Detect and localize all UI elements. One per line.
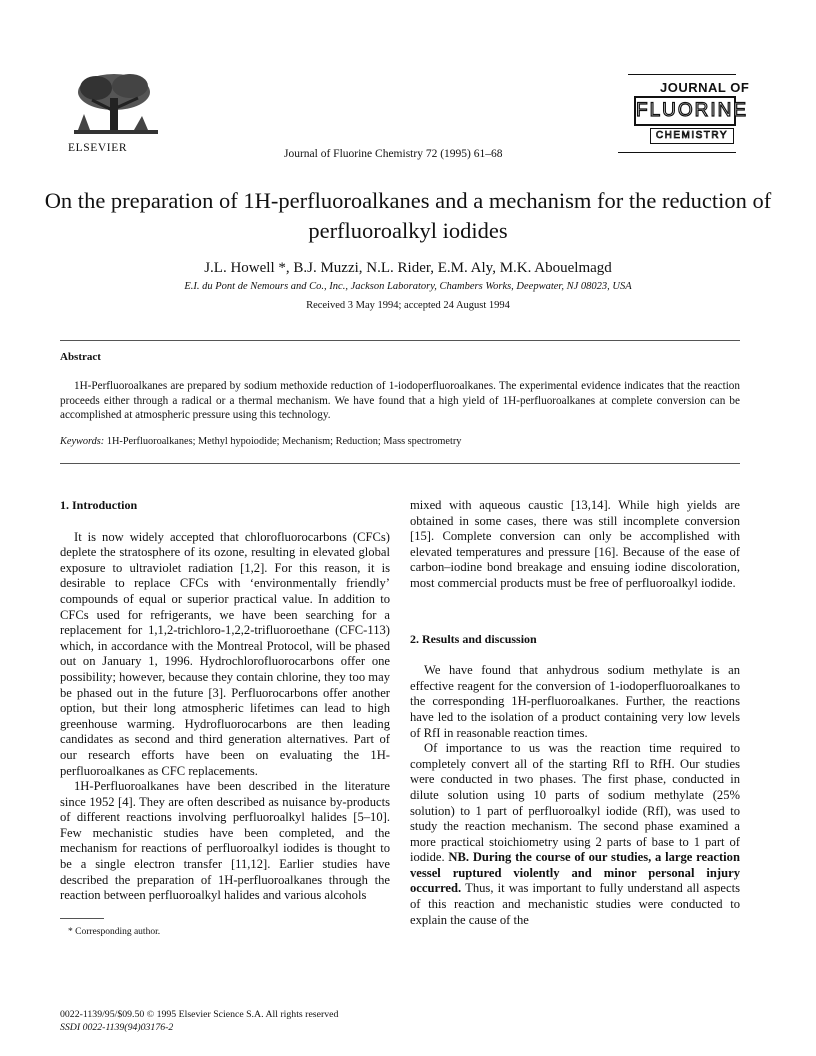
results-paragraph-1: We have found that anhydrous sodium methylate is an effective reagent for the conversion of 1-iodoperfluoroalkanes to the corresponding 1H-perfluoroalkanes. Further, the reactions have led to the isolation of a product containing very low levels of RfI in reasonable reaction times. (410, 663, 740, 740)
elsevier-tree-logo (68, 70, 164, 144)
safety-warning: NB. During the course of our studies, a large reaction vessel ruptured violently and minor personal injury occurred. (410, 850, 740, 896)
results-paragraph-2-text-b: Thus, it was important to fully understand all aspects of this reaction and mechanistic studies were conducted to explain the cause of the (410, 881, 741, 927)
left-column (60, 498, 390, 940)
results-paragraph-2-text-a: Of importance to us was the reaction time required to completely convert all of the starting RfI to RfH. Our studies were conducted in two phases. The first phase, conducted in dilute solution using 10 parts of sodium methylate (25% solution) to 1 part of perfluoroalkyl iodide (RfI), was used to study the reaction mechanism. The second phase examined a more practical stoichiometry using 2 parts of base to 1 part of iodide. (410, 741, 740, 865)
journal-logo-rule-top (628, 74, 736, 75)
rule-above-abstract (60, 340, 740, 341)
author-list: J.L. Howell *, B.J. Muzzi, N.L. Rider, E.M. Aly, M.K. Abouelmagd (204, 260, 612, 276)
intro-paragraph-2: 1H-Perfluoroalkanes have been described in the literature since 1952 [4]. They are often described as nuisance by-products of different reactions involving perfluoroalkyl halides [5–10]. Few mechanistic studies have been completed, and the mechanism for reactions of perfluoroalkyl iodides is thought to be a single electron transfer [11,12]. Earlier studies have described the preparation of 1H-perfluoroalkanes through the reaction between perfluoroalkyl halides and various alcohols (60, 779, 390, 903)
footnote-corresponding-author: * Corresponding author. (68, 926, 161, 937)
journal-logo-chemistry: CHEMISTRY (650, 128, 734, 144)
intro-paragraph-1: It is now widely accepted that chlorofluorocarbons (CFCs) deplete the stratosphere of its ozone, resulting in elevated global exposure to ultraviolet radiation [1,2]. For this reason, it is desirable to replace CFCs with ‘environmentally friendly’ compounds of equal or superior practical value. In addition to CFCs used for refrigerants, we have been searching for a replacement for 1,1,2-trichloro-1,2,2-trifluoroethane (CFC-113) which, in accordance with the Montreal Protocol, will be phased out on January 1, 1996. Hydrochlorofluorocarbons offer one possibility; however, because they contain chlorine, they too may be phased out in the future [3]. Perfluorocarbons offer another option, but their long atmospheric lifetimes can lead to high greenhouse warming. Hydrofluorocarbons are then leading candidates as second and third generation alternatives. Part of our research efforts have been on evaluating the 1H-perfluoroalkanes as CFC replacements. (60, 529, 390, 778)
intro-continued-paragraph: mixed with aqueous caustic [13,14]. While high yields are obtained in some cases, there was still incomplete conversion [15]. Complete conversion can only be accomplished with elevated temperatures and pressure [16]. Because of the ease of carbon–iodine bond breakage and ensuing iodine discoloration, most commercial products must be free of perfluoroalkyl iodide. (410, 498, 740, 590)
ssdi-line: SSDI 0022-1139(94)03176-2 (60, 1022, 174, 1033)
received-dates: Received 3 May 1994; accepted 24 August 1994 (306, 300, 510, 311)
author-affiliation: E.I. du Pont de Nemours and Co., Inc., Jackson Laboratory, Chambers Works, Deepwater, NJ 08023, USA (184, 281, 632, 292)
journal-logo-rule-bottom (618, 152, 736, 153)
keywords-line (60, 436, 740, 447)
right-column (410, 498, 740, 928)
results-paragraph-2 (410, 741, 740, 928)
copyright-footer (60, 1008, 338, 1034)
abstract-heading: Abstract (60, 351, 101, 363)
journal-citation: Journal of Fluorine Chemistry 72 (1995) 61–68 (284, 148, 503, 160)
journal-logo-fluorine: FLUORINE (634, 96, 736, 126)
abstract-text: 1H-Perfluoroalkanes are prepared by sodium methoxide reduction of 1-iodoperfluoroalkanes. The experimental evidence indicates that the reaction proceeds either through a radical or a thermal mechanism. We have found that a high yield of 1H-perfluoroalkanes at complete conversion can be accomplished at atmospheric pressure using this technology. (60, 380, 740, 422)
journal-logo-title: JOURNAL OF (660, 80, 750, 95)
publisher-name: ELSEVIER (68, 142, 128, 154)
keywords-label: Keywords: (60, 436, 105, 447)
rule-below-abstract (60, 463, 740, 464)
article-title: On the preparation of 1H-perfluoroalkanes and a mechanism for the reduction of perfluoroalkyl iodides (44, 188, 772, 243)
footnote-rule (60, 918, 104, 919)
keywords-list: 1H-Perfluoroalkanes; Methyl hypoiodide; Mechanism; Reduction; Mass spectrometry (106, 436, 462, 447)
section-1-heading: 1. Introduction (60, 498, 138, 512)
issn-line: 0022-1139/95/$09.50 © 1995 Elsevier Science S.A. All rights reserved (60, 1009, 339, 1020)
section-2-heading: 2. Results and discussion (410, 631, 537, 646)
